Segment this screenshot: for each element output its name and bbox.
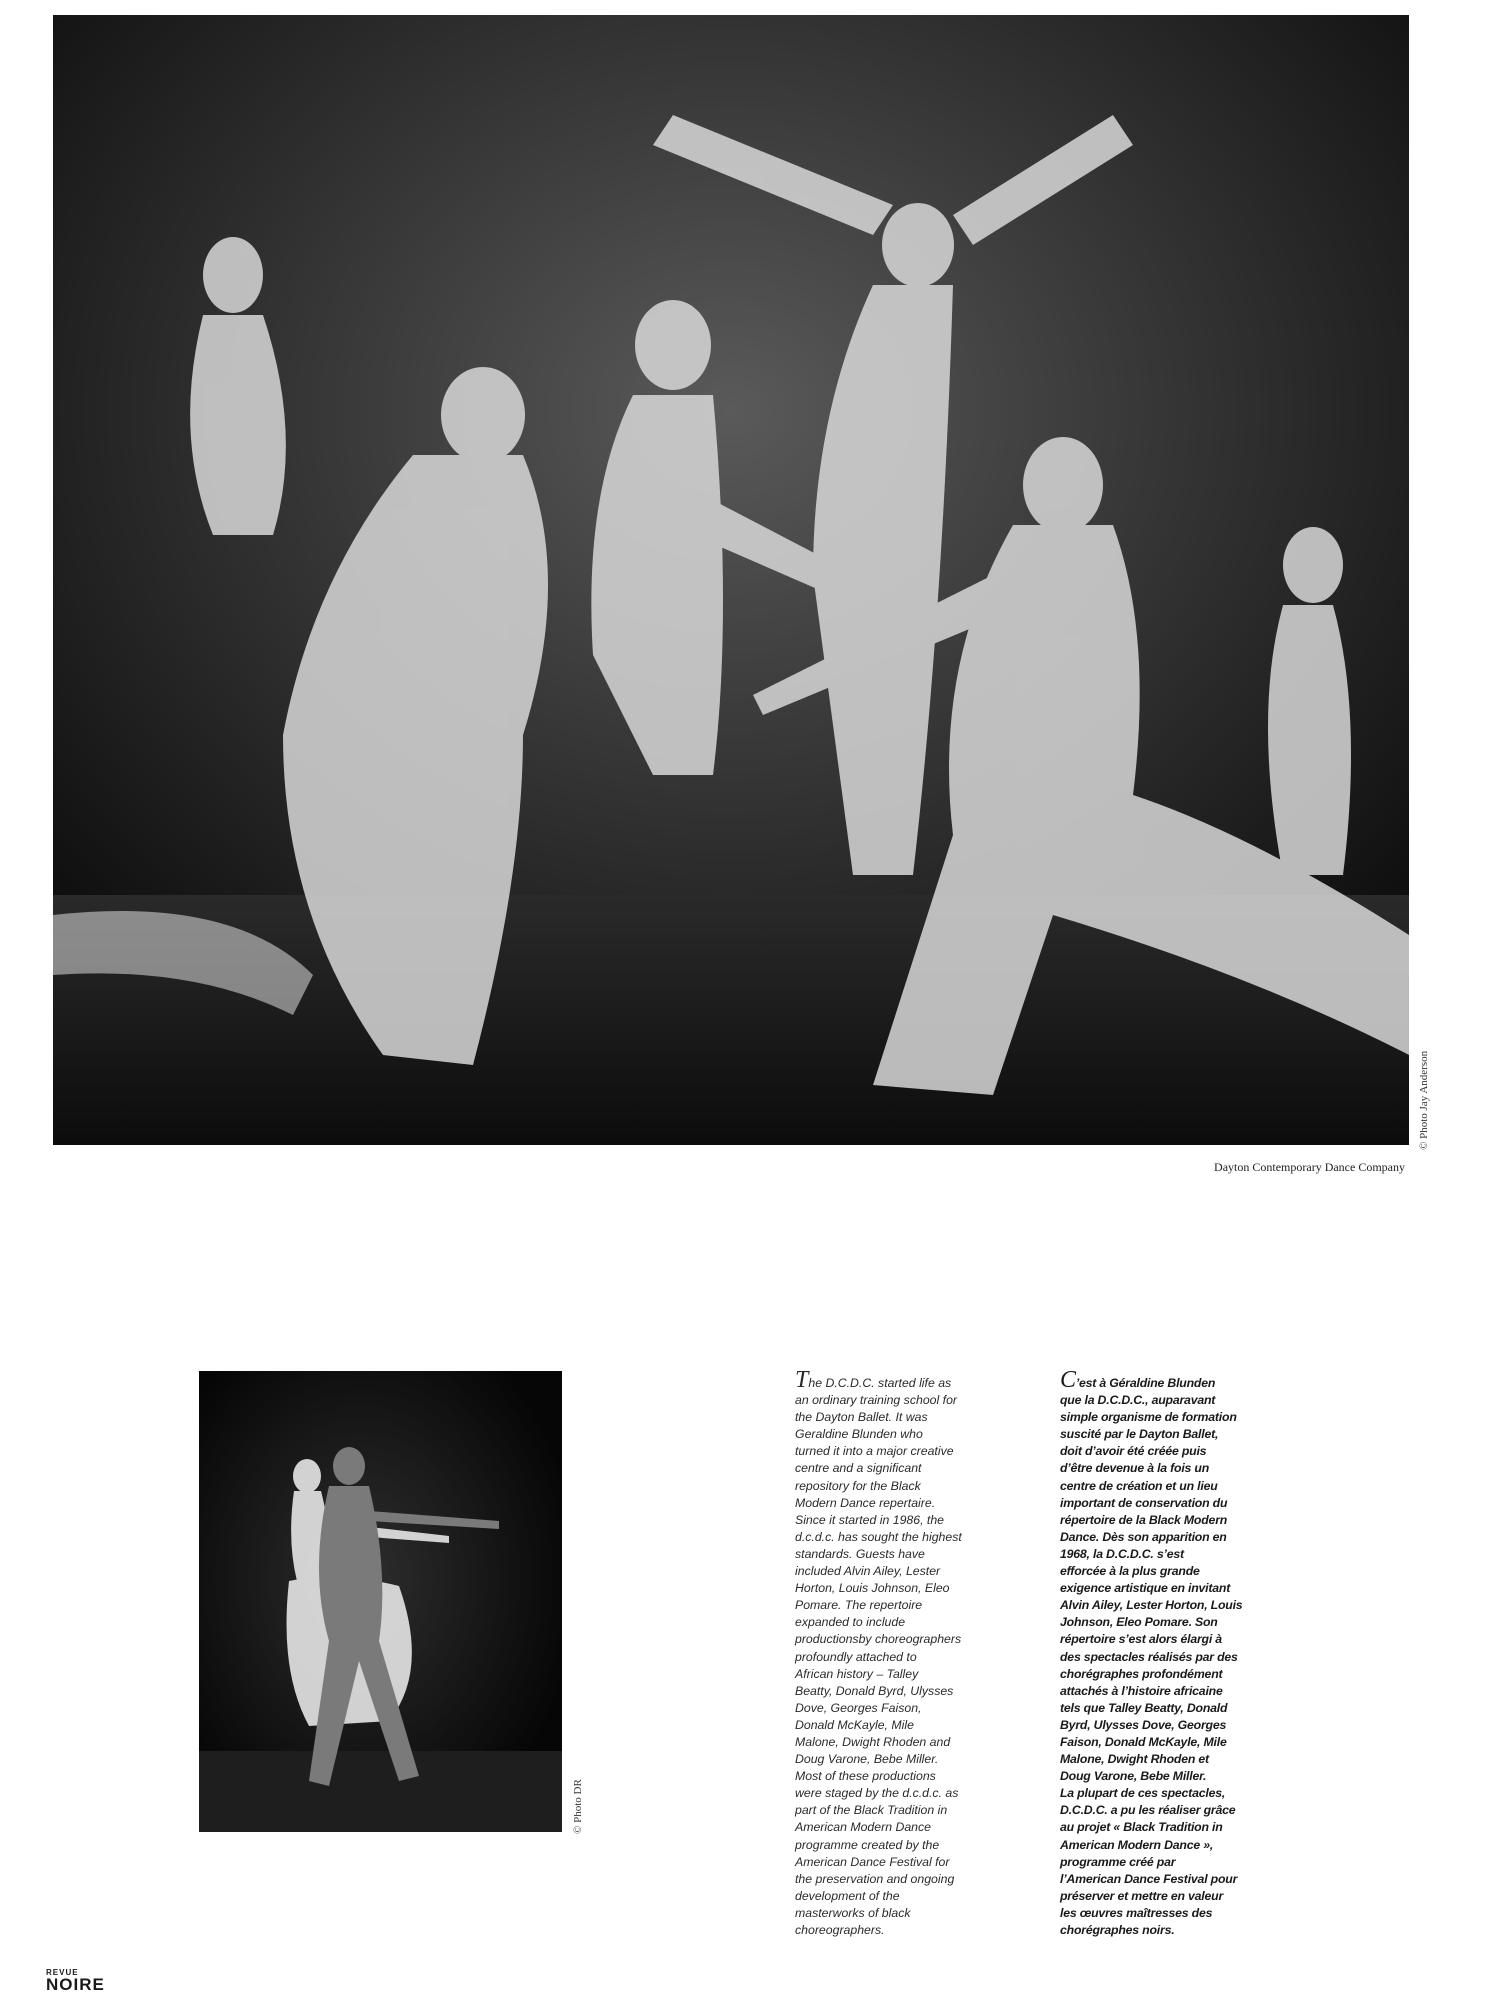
logo-line-noire: NOIRE [46, 1975, 105, 1994]
main-dance-photo [53, 15, 1409, 1145]
french-text-column [1060, 1367, 1270, 1939]
duet-photo-image [199, 1371, 562, 1832]
english-body-text: he D.C.D.C. started life as an ordinary training school for the Dayton Ballet. It was Geraldine Blunden who turned it into a major creative centre and a significant repository for the Black Modern Dance repertaire. Since it started in 1986, the d.c.d.c. has sought the highest standards. Guests have included Alvin Ailey, Lester Horton, Louis Johnson, Eleo Pomare. The repertoire expanded to include productionsby choreographers profoundly attached to African history – Talley Beatty, Donald Byrd, Ulysses Dove, Georges Faison, Donald McKayle, Mile Malone, Dwight Rhoden and Doug Varone, Bebe Miller. Most of these productions were staged by the d.c.d.c. as part of the Black Tradition in American Modern Dance programme created by the American Dance Festival for the preservation and ongoing development of the masterworks of black choreographers. [795, 1376, 962, 1937]
main-photo-caption: Dayton Contemporary Dance Company [1214, 1160, 1405, 1174]
main-photo-credit: © Photo Jay Anderson [1418, 1050, 1430, 1150]
french-dropcap: C [1060, 1367, 1076, 1393]
duet-dance-photo [199, 1371, 562, 1832]
duet-photo-credit: © Photo DR [572, 1779, 584, 1834]
english-text-column [795, 1367, 1005, 1939]
main-photo-image [53, 15, 1409, 1145]
revue-noire-logo [46, 1968, 106, 2000]
logo-line-revue: REVUE [46, 1968, 79, 1977]
french-body-text: ’est à Géraldine Blunden que la D.C.D.C., auparavant simple organisme de formation suscité par le Dayton Ballet, doit d’avoir été créée puis d’être devenue à la fois un centre de création et un lieu important de conservation du répertoire de la Black Modern Dance. Dès son apparition en 1968, la D.C.D.C. s’est efforcée à la plus grande exigence artistique en invitant Alvin Ailey, Lester Horton, Louis Johnson, Eleo Pomare. Son répertoire s’est alors élargi à des spectacles réalisés par des chorégraphes profondément attachés à l’histoire africaine tels que Talley Beatty, Donald Byrd, Ulysses Dove, Georges Faison, Donald McKayle, Mile Malone, Dwight Rhoden et Doug Varone, Bebe Miller. La plupart de ces spectacles, D.C.D.C. a pu les réaliser grâce au projet « Black Tradition in American Modern Dance », programme créé par l’American Dance Festival pour préserver et mettre en valeur les œuvres maîtresses des chorégraphes noirs. [1060, 1376, 1243, 1937]
english-dropcap: T [795, 1367, 809, 1393]
